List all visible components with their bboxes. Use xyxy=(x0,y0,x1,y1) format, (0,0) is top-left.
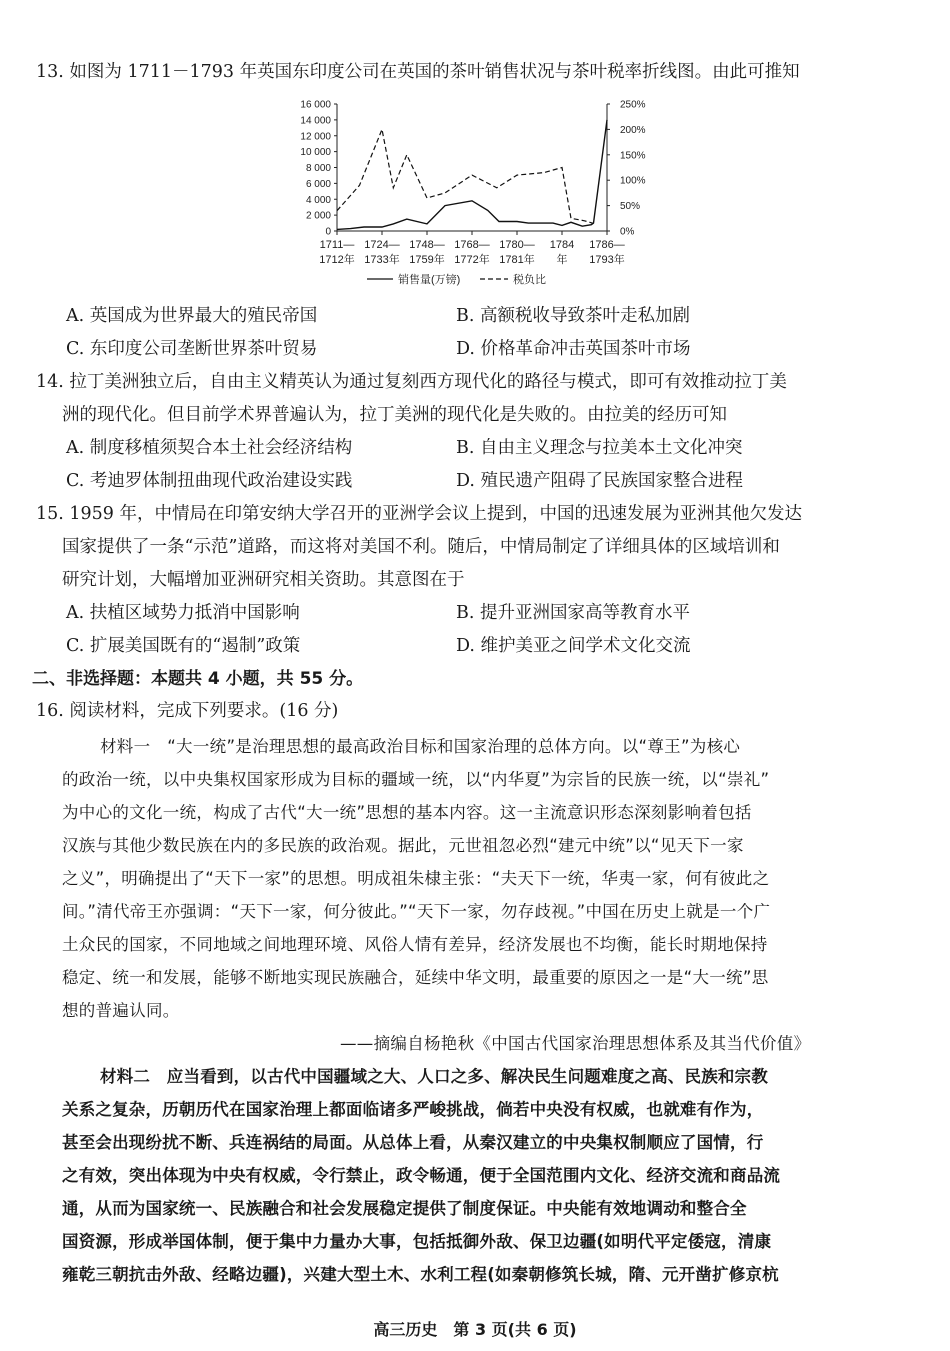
material-1-line-4: 汉族与其他少数民族在内的多民族的政治观。据此，元世祖忽必烈“建元中统”以“见天下一家 xyxy=(62,836,744,855)
material-1-line-2: 的政治一统，以中央集权国家形成为目标的疆域一统，以“内华夏”为宗旨的民族一统，以“崇礼” xyxy=(62,770,770,789)
x-tick-label-bottom: 1759年 xyxy=(409,254,445,266)
x-tick-label-top: 1786— xyxy=(589,239,625,251)
q13-stem: 13. 如图为 1711－1793 年英国东印度公司在英国的茶叶销售状况与茶叶税率折线图。由此可推知 xyxy=(36,62,800,82)
q13-option-c[interactable]: C. 东印度公司垄断世界茶叶贸易 xyxy=(66,339,318,359)
x-tick-label-top: 1711— xyxy=(319,239,355,251)
q14-option-a[interactable]: A. 制度移植须契合本土社会经济结构 xyxy=(66,438,353,458)
left-tick-label: 0 xyxy=(325,226,331,238)
left-tick-label: 14 000 xyxy=(300,115,331,127)
material-1-line-6: 间。”清代帝王亦强调：“天下一家，何分彼此。”“天下一家，勿存歧视。”中国在历史上就是一个广 xyxy=(62,902,771,921)
x-tick-label-top: 1780— xyxy=(499,239,535,251)
right-tick-label: 50% xyxy=(620,201,641,213)
material-2-line-3: 甚至会出现纷扰不断、兵连祸结的局面。从总体上看，从秦汉建立的中央集权制顺应了国情，行 xyxy=(62,1133,764,1152)
q14-stem-line-2: 洲的现代化。但目前学术界普遍认为，拉丁美洲的现代化是失败的。由拉美的经历可知 xyxy=(62,405,727,425)
right-tick-label: 0% xyxy=(620,226,635,238)
x-tick-label-top: 1768— xyxy=(454,239,490,251)
q13-option-b[interactable]: B. 高额税收导致茶叶走私加剧 xyxy=(456,306,690,326)
q16-stem: 16. 阅读材料，完成下列要求。(16 分) xyxy=(36,701,339,721)
q15-option-c[interactable]: C. 扩展美国既有的“遏制”政策 xyxy=(66,636,301,656)
left-tick-label: 8 000 xyxy=(305,163,331,174)
legend-sales-label: 销售量(万镑) xyxy=(398,274,461,286)
material-1-source: ——摘编自杨艳秋《中国古代国家治理思想体系及其当代价值》 xyxy=(340,1034,811,1053)
q15-option-d[interactable]: D. 维护美亚之间学术文化交流 xyxy=(456,636,691,656)
right-tick-label: 250% xyxy=(620,99,646,111)
legend-tax-label: 税负比 xyxy=(513,274,546,286)
material-1-line-5: 之义”，明确提出了“天下一家”的思想。明成祖朱棣主张：“夫天下一统，华夷一家，何有彼此之 xyxy=(62,869,770,888)
material-1-line-9: 想的普遍认同。 xyxy=(62,1001,180,1020)
x-tick-label-bottom: 1793年 xyxy=(589,254,625,266)
left-tick-label: 6 000 xyxy=(305,178,331,190)
q15-stem-line-3: 研究计划，大幅增加亚洲研究相关资助。其意图在于 xyxy=(62,570,465,590)
material-2-line-4: 之有效，突出体现为中央有权威，令行禁止，政令畅通，便于全国范围内文化、经济交流和商品流 xyxy=(62,1166,781,1185)
q13-option-d[interactable]: D. 价格革命冲击英国茶叶市场 xyxy=(456,339,691,359)
q14-stem-line-1: 14. 拉丁美洲独立后，自由主义精英认为通过复刻西方现代化的路径与模式，即可有效推动拉丁美 xyxy=(36,372,787,392)
left-tick-label: 2 000 xyxy=(305,210,331,222)
x-tick-label-top: 1724— xyxy=(364,239,400,251)
right-tick-label: 200% xyxy=(620,124,646,136)
material-2-line-2: 关系之复杂，历朝历代在国家治理上都面临诸多严峻挑战，倘若中央没有权威，也就难有作为， xyxy=(62,1100,764,1119)
x-tick-label-bottom: 年 xyxy=(556,254,568,266)
q15-option-a[interactable]: A. 扶植区域势力抵消中国影响 xyxy=(66,603,300,623)
left-tick-label: 10 000 xyxy=(300,147,331,159)
q14-option-c[interactable]: C. 考迪罗体制扭曲现代政治建设实践 xyxy=(66,471,353,491)
right-tick-label: 150% xyxy=(620,150,646,162)
material-2-line-1: 材料二 应当看到，以古代中国疆域之大、人口之多、解决民生问题难度之高、民族和宗教 xyxy=(100,1067,768,1086)
x-tick-label-bottom: 1712年 xyxy=(319,254,355,266)
tax-ratio-line xyxy=(337,129,594,223)
x-tick-label-top: 1784 xyxy=(549,239,575,251)
q13-chart xyxy=(0,0,950,300)
left-tick-label: 12 000 xyxy=(300,131,331,143)
right-tick-label: 100% xyxy=(620,175,646,187)
q14-option-b[interactable]: B. 自由主义理念与拉美本土文化冲突 xyxy=(456,438,743,458)
material-1-line-3: 为中心的文化一统，构成了古代“大一统”思想的基本内容。这一主流意识形态深刻影响着包括 xyxy=(62,803,752,822)
q14-option-d[interactable]: D. 殖民遗产阻碍了民族国家整合进程 xyxy=(456,471,744,491)
left-tick-label: 16 000 xyxy=(300,99,331,111)
x-tick-label-bottom: 1781年 xyxy=(499,254,535,266)
q15-option-b[interactable]: B. 提升亚洲国家高等教育水平 xyxy=(456,603,690,623)
material-1-line-1: 材料一 “大一统”是治理思想的最高政治目标和国家治理的总体方向。以“尊王”为核心 xyxy=(100,737,741,756)
q13-option-a[interactable]: A. 英国成为世界最大的殖民帝国 xyxy=(66,306,318,326)
material-1-line-8: 稳定、统一和发展，能够不断地实现民族融合，延续中华文明，最重要的原因之一是“大一统”思 xyxy=(62,968,769,987)
material-2-line-5: 通，从而为国家统一、民族融合和社会发展稳定提供了制度保证。中央能有效地调动和整合全 xyxy=(62,1199,747,1218)
material-2-line-6: 国资源，形成举国体制，便于集中力量办大事，包括抵御外敌、保卫边疆(如明代平定倭寇，清康 xyxy=(62,1232,772,1251)
material-2-line-7: 雍乾三朝抗击外敌、经略边疆)，兴建大型土木、水利工程(如秦朝修筑长城，隋、元开凿扩修京杭 xyxy=(62,1265,779,1284)
q15-stem-line-2: 国家提供了一条“示范”道路，而这将对美国不利。随后，中情局制定了详细具体的区域培训和 xyxy=(62,537,780,557)
x-tick-label-bottom: 1733年 xyxy=(364,254,400,266)
x-tick-label-bottom: 1772年 xyxy=(454,254,490,266)
material-1-line-7: 土众民的国家，不同地域之间地理环境、风俗人情有差异，经济发展也不均衡，能长时期地保持 xyxy=(62,935,768,954)
x-tick-label-top: 1748— xyxy=(409,239,445,251)
section-2-heading: 二、非选择题：本题共 4 小题，共 55 分。 xyxy=(32,669,364,689)
q15-stem-line-1: 15. 1959 年，中情局在印第安纳大学召开的亚洲学会议上提到，中国的迅速发展为亚洲其他欠发达 xyxy=(36,504,802,524)
left-tick-label: 4 000 xyxy=(305,194,331,206)
page-footer: 高三历史 第 3 页(共 6 页) xyxy=(373,1320,577,1339)
